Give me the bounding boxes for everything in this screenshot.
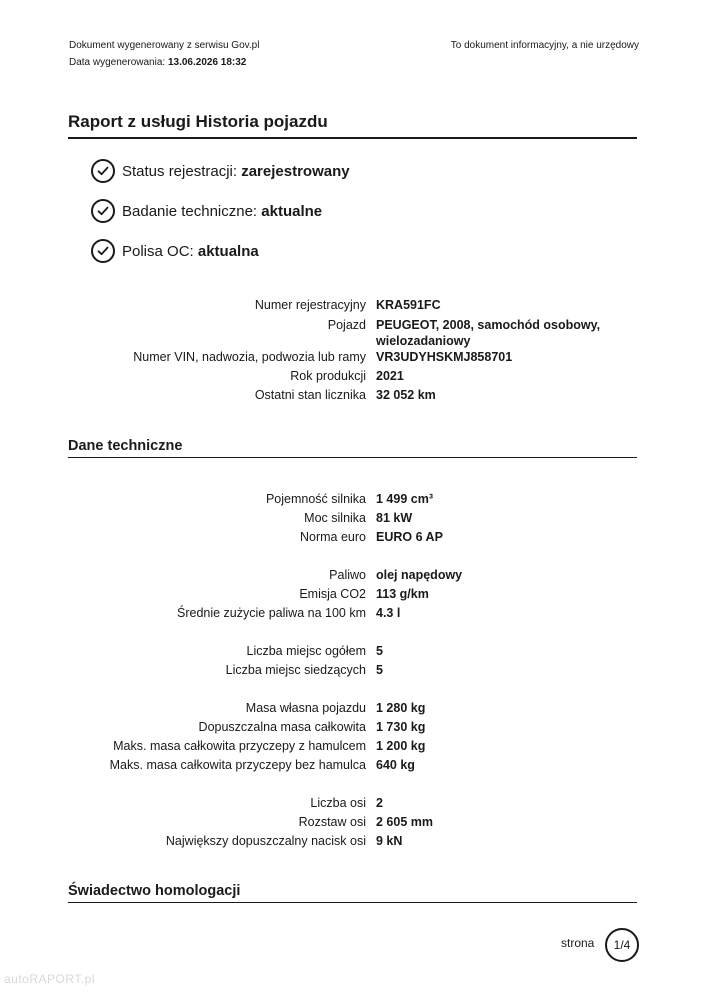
field-value: 2 <box>376 796 383 810</box>
field-label: Moc silnika <box>304 511 366 525</box>
field-value: VR3UDYHSKMJ858701 <box>376 350 513 364</box>
field-label: Pojazd <box>327 318 366 332</box>
status-label: Badanie techniczne: <box>122 202 258 220</box>
field-label: Liczba miejsc ogółem <box>246 644 366 658</box>
disclaimer-text: To dokument informacyjny, a nie urzędowy <box>450 40 639 51</box>
generated-date-value: 13.06.2026 18:32 <box>167 57 247 68</box>
field-value: 1 730 kg <box>376 720 426 734</box>
status-insurance <box>91 239 259 263</box>
field-value: EURO 6 AP <box>376 530 443 544</box>
status-value: aktualna <box>197 242 259 260</box>
field-label: Rok produkcji <box>290 369 366 383</box>
check-circle-icon <box>91 199 115 223</box>
field-label: Emisja CO2 <box>299 587 366 601</box>
check-circle-icon <box>91 159 115 183</box>
field-value: 9 kN <box>376 834 403 848</box>
status-inspection <box>91 199 322 223</box>
field-label: Paliwo <box>329 568 366 582</box>
generated-date-label: Data wygenerowania: <box>69 57 166 68</box>
field-value: 2021 <box>376 369 404 383</box>
field-value: 32 052 km <box>376 388 436 402</box>
field-value: 2 605 mm <box>376 815 433 829</box>
section-title-technical-data: Dane techniczne <box>68 438 637 458</box>
field-label: Pojemność silnika <box>265 492 366 506</box>
status-value: zarejestrowany <box>241 162 350 180</box>
check-circle-icon <box>91 239 115 263</box>
field-label: Liczba osi <box>310 796 366 810</box>
generated-from-text: Dokument wygenerowany z serwisu Gov.pl <box>69 40 260 51</box>
field-label: Liczba miejsc siedzących <box>225 663 366 677</box>
page-number: 1/4 <box>605 928 639 962</box>
field-value: olej napędowy <box>376 568 463 582</box>
field-label: Rozstaw osi <box>298 815 366 829</box>
field-value: 1 499 cm³ <box>376 492 433 506</box>
generated-date <box>69 57 246 68</box>
status-label: Polisa OC: <box>122 242 194 260</box>
field-value: 1 200 kg <box>376 739 426 753</box>
field-label: Dopuszczalna masa całkowita <box>198 720 366 734</box>
field-label: Maks. masa całkowita przyczepy z hamulcem <box>113 739 366 753</box>
page-label: strona <box>561 936 595 950</box>
status-value: aktualne <box>261 202 323 220</box>
field-label: Masa własna pojazdu <box>245 701 366 715</box>
watermark-logo: autoRAPORT.pl <box>4 972 95 986</box>
field-value: PEUGEOT, 2008, samochód osobowy, wielozadaniowy <box>376 318 601 348</box>
status-label: Status rejestracji: <box>122 162 238 180</box>
field-value: 640 kg <box>376 758 415 772</box>
field-value: 5 <box>376 644 383 658</box>
field-value: 5 <box>376 663 383 677</box>
field-label: Numer VIN, nadwozia, podwozia lub ramy <box>133 350 366 364</box>
field-value: KRA591FC <box>376 298 441 312</box>
field-value: 81 kW <box>376 511 413 525</box>
section-title-homologation: Świadectwo homologacji <box>68 883 637 903</box>
field-label: Numer rejestracyjny <box>254 298 366 312</box>
field-value: 4.3 l <box>376 606 401 620</box>
status-registration <box>91 159 350 183</box>
field-label: Największy dopuszczalny nacisk osi <box>165 834 366 848</box>
field-value: 113 g/km <box>376 587 429 601</box>
field-label: Maks. masa całkowita przyczepy bez hamulca <box>109 758 366 772</box>
field-label: Ostatni stan licznika <box>254 388 366 402</box>
field-value: 1 280 kg <box>376 701 426 715</box>
field-label: Norma euro <box>300 530 366 544</box>
field-label: Średnie zużycie paliwa na 100 km <box>177 606 366 620</box>
report-title: Raport z usługi Historia pojazdu <box>68 112 637 139</box>
